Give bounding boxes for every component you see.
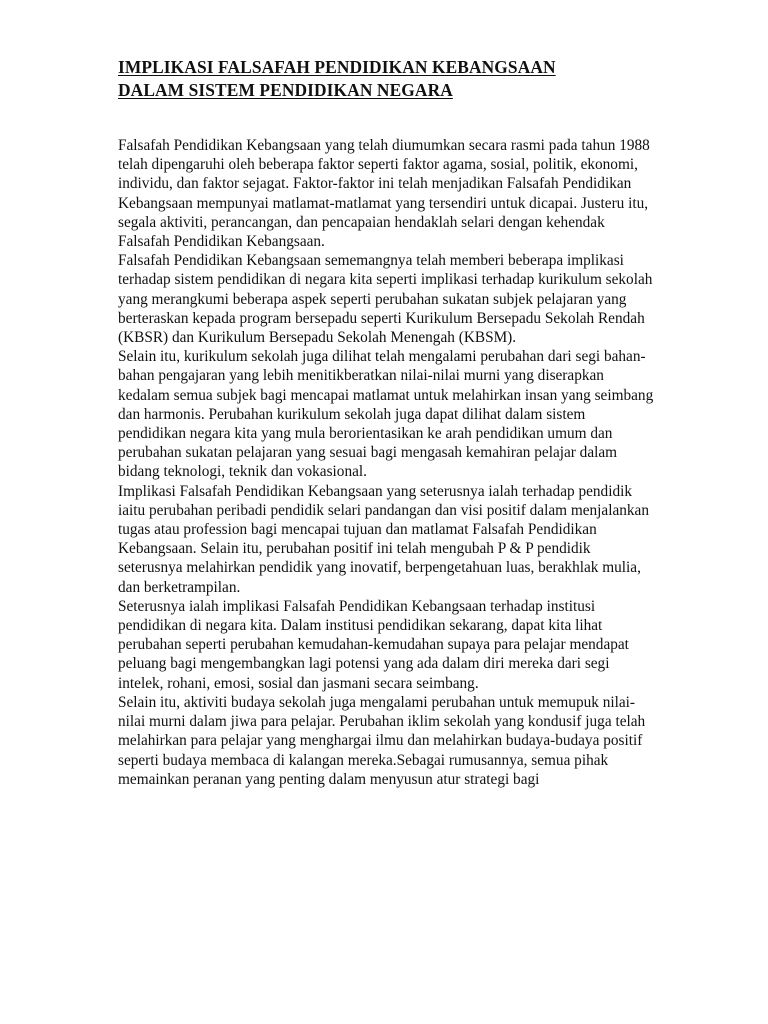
title-line-1: IMPLIKASI FALSAFAH PENDIDIKAN KEBANGSAAN: [118, 57, 556, 77]
paragraph-school-culture: Selain itu, aktiviti budaya sekolah juga mengalami perubahan untuk memupuk nilai-nilai murni dalam jiwa para pelajar. Perubahan iklim sekolah yang kondusif juga telah melahirkan para pelajar yang menghargai ilmu dan melahirkan budaya-budaya positif seperti budaya membaca di kalangan mereka.Sebagai rumusannya, semua pihak memainkan peranan yang penting dalam menyusun atur strategi bagi: [118, 693, 646, 788]
paragraph-curriculum-changes: Selain itu, kurikulum sekolah juga dilihat telah mengalami perubahan dari segi bahan-bahan pengajaran yang lebih menitikberatkan nilai-nilai murni yang diserapkan kedalam semua subjek bagi mencapai matlamat untuk melahirkan insan yang seimbang dan harmonis. Perubahan kurikulum sekolah juga dapat dilihat dalam sistem pendidikan negara kita yang mula berorientasikan ke arah pendidikan umum dan perubahan sukatan pelajaran yang sesuai bagi mengasah kemahiran pelajar dalam bidang teknologi, teknik dan vokasional.: [118, 348, 654, 481]
title-line-2: DALAM SISTEM PENDIDIKAN NEGARA: [118, 80, 453, 100]
paragraph-educator-implication: Implikasi Falsafah Pendidikan Kebangsaan yang seterusnya ialah terhadap pendidik iaitu perubahan peribadi pendidik selari pandangan dan visi positif dalam menjalankan tugas atau profession bagi mencapai tujuan dan matlamat Falsafah Pendidikan Kebangsaan. Selain itu, perubahan positif ini telah mengubah P & P pendidik seterusnya melahirkan pendidik yang inovatif, berpengetahuan luas, berakhlak mulia, dan berketrampilan.: [118, 482, 649, 596]
document-body: [118, 136, 656, 789]
document-content: [118, 56, 656, 789]
document-title: [118, 56, 656, 102]
paragraph-institution-implication: Seterusnya ialah implikasi Falsafah Pendidikan Kebangsaan terhadap institusi pendidikan di negara kita. Dalam institusi pendidikan sekarang, dapat kita lihat perubahan seperti perubahan kemudahan-kemudahan supaya para pelajar mendapat peluang bagi mengembangkan lagi potensi yang ada dalam diri mereka dari segi intelek, rohani, emosi, sosial dan jasmani secara seimbang.: [118, 597, 629, 692]
paragraph-curriculum-implication: Falsafah Pendidikan Kebangsaan sememangnya telah memberi beberapa implikasi terhadap sistem pendidikan di negara kita seperti implikasi terhadap kurikulum sekolah yang merangkumi beberapa aspek seperti perubahan sukatan subjek pelajaran yang berteraskan kepada program bersepadu seperti Kurikulum Bersepadu Sekolah Rendah (KBSR) dan Kurikulum Bersepadu Sekolah Menengah (KBSM).: [118, 252, 653, 347]
paragraph-introduction: Falsafah Pendidikan Kebangsaan yang telah diumumkan secara rasmi pada tahun 1988 telah dipengaruhi oleh beberapa faktor seperti faktor agama, sosial, politik, ekonomi, individu, dan faktor sejagat. Faktor-faktor ini telah menjadikan Falsafah Pendidikan Kebangsaan mempunyai matlamat-matlamat yang tersendiri untuk dicapai. Justeru itu, segala aktiviti, perancangan, dan pencapaian hendaklah selari dengan kehendak Falsafah Pendidikan Kebangsaan.: [118, 137, 650, 251]
